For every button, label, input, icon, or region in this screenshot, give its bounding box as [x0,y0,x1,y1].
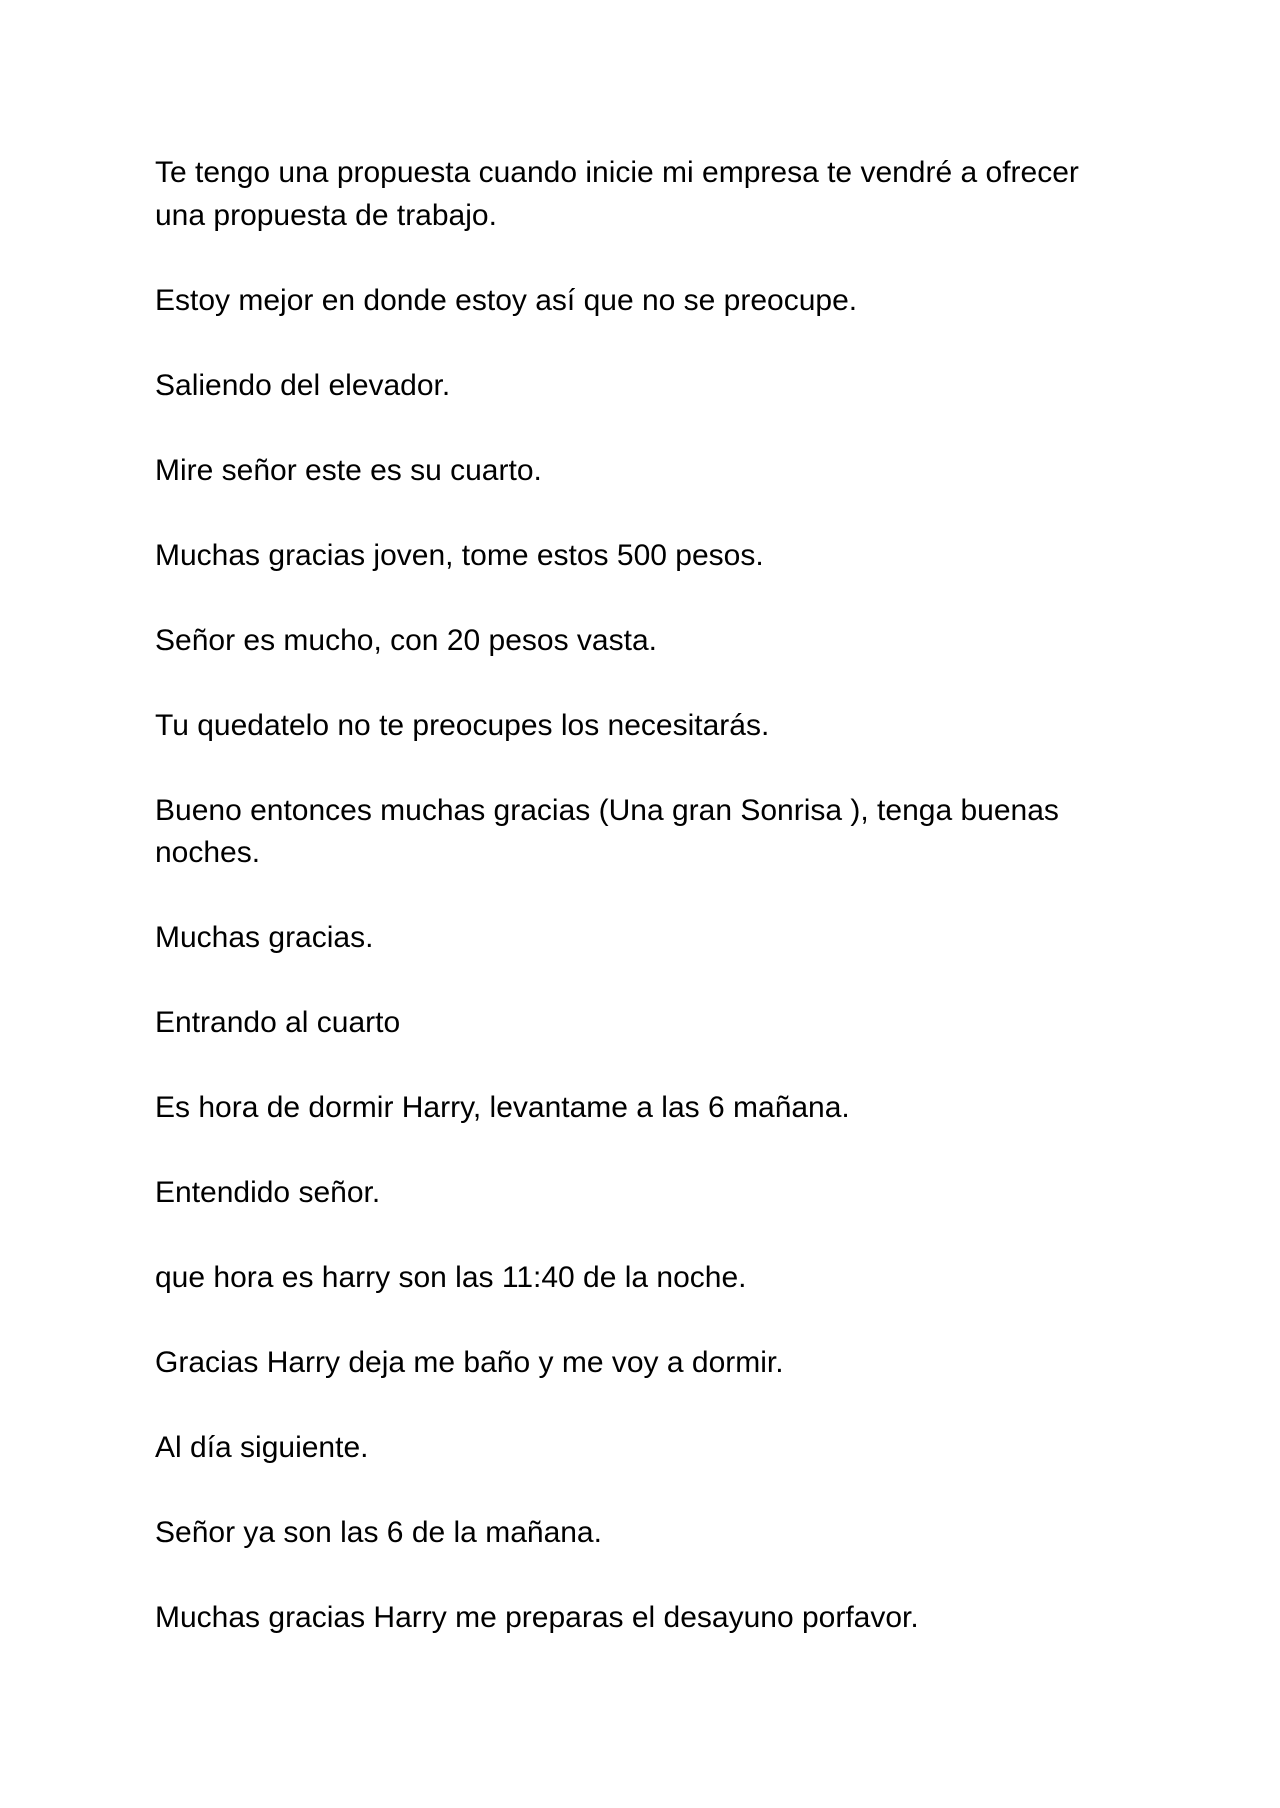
paragraph: que hora es harry son las 11:40 de la noche. [155,1261,747,1294]
paragraph: Muchas gracias. [155,921,374,954]
paragraph: Tu quedatelo no te preocupes los necesitarás. [155,708,770,742]
paragraph: Bueno entonces muchas gracias (Una gran Sonrisa ), tenga buenas noches. [155,793,1059,869]
paragraph: Muchas gracias Harry me preparas el desayuno porfavor. [155,1601,919,1634]
paragraph: Saliendo del elevador. [155,368,451,402]
paragraph: Señor ya son las 6 de la mañana. [155,1516,602,1549]
paragraph: Entendido señor. [155,1176,381,1209]
paragraph: Mire señor este es su cuarto. [155,453,542,487]
paragraph: Muchas gracias joven, tome estos 500 pesos. [155,538,764,572]
paragraph: Señor es mucho, con 20 pesos vasta. [155,623,657,657]
paragraph: Estoy mejor en donde estoy así que no se preocupe. [155,283,858,317]
document-body [155,152,1095,1682]
paragraph: Es hora de dormir Harry, levantame a las 6 mañana. [155,1091,850,1124]
paragraph: Entrando al cuarto [155,1006,401,1039]
paragraph: Al día siguiente. [155,1431,369,1464]
paragraph: Te tengo una propuesta cuando inicie mi empresa te vendré a ofrecer una propuesta de trabajo. [155,156,1079,232]
paragraph: Gracias Harry deja me baño y me voy a dormir. [155,1346,784,1379]
